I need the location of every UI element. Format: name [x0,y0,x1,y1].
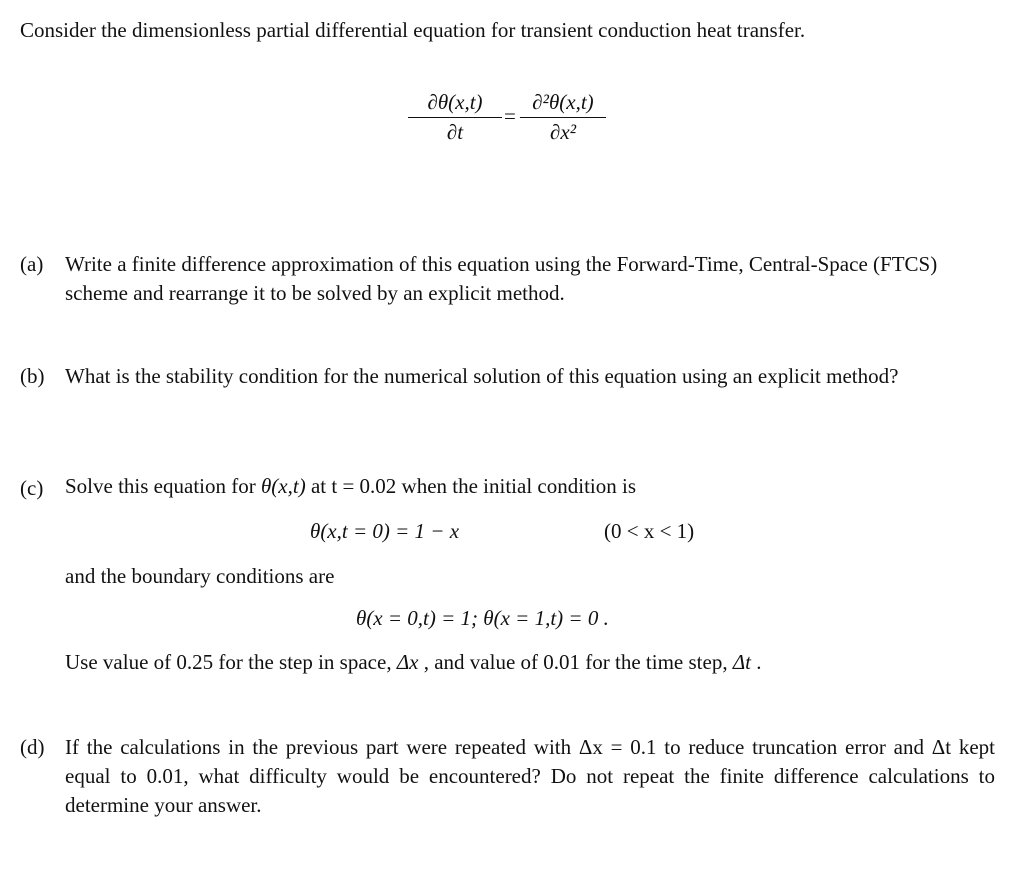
rhs-denominator: ∂x² [550,120,576,144]
step-sizes [65,650,762,675]
rhs-fraction [520,90,606,145]
lhs-fraction [408,90,502,145]
domain-range: (0 < x < 1) [604,519,695,543]
part-d-label: (d) [20,735,45,759]
part-a-label: (a) [20,252,44,276]
intro-text: Consider the dimensionless partial differential equation for transient conduction heat transfer. [20,18,806,42]
part-b-text: What is the stability condition for the numerical solution of this equation using an explicit method? [65,364,899,388]
step-dt: Δt [732,650,751,674]
part-c-text [65,474,636,499]
lhs-denominator: ∂t [446,120,464,144]
boundary-conditions: θ(x = 0,t) = 1; θ(x = 1,t) = 0 . [356,606,609,630]
lhs-numerator: ∂θ(x,t) [427,90,483,114]
part-c-variable: θ(x,t) [260,474,306,498]
part-d-text: If the calculations in the previous part were repeated with Δx = 0.1 to reduce truncation error and Δt kept equal to 0.01, what difficulty would be encountered? Do not repeat the finite difference calculations to determine your answer. [65,735,995,817]
initial-condition: θ(x,t = 0) = 1 − x [310,519,460,543]
step-end: . [751,650,762,674]
part-c-label: (c) [20,476,44,500]
equals-sign: = [504,104,516,128]
part-c-prefix: Solve this equation for [65,474,261,498]
step-mid: , and value of 0.01 for the time step, [418,650,733,674]
step-prefix: Use value of 0.25 for the step in space, [65,650,397,674]
lhs-fraction-bar [408,117,502,118]
part-b-label: (b) [20,364,45,388]
part-c-suffix: at t = 0.02 when the initial condition is [305,474,637,498]
rhs-fraction-bar [520,117,606,118]
part-a-text: Write a finite difference approximation of this equation using the Forward-Time, Central-Space (FTCS) scheme and rearrange it to be solved by an explicit method. [65,252,938,305]
step-dx: Δx [396,650,419,674]
rhs-numerator: ∂²θ(x,t) [532,90,594,114]
boundary-intro: and the boundary conditions are [65,564,335,588]
